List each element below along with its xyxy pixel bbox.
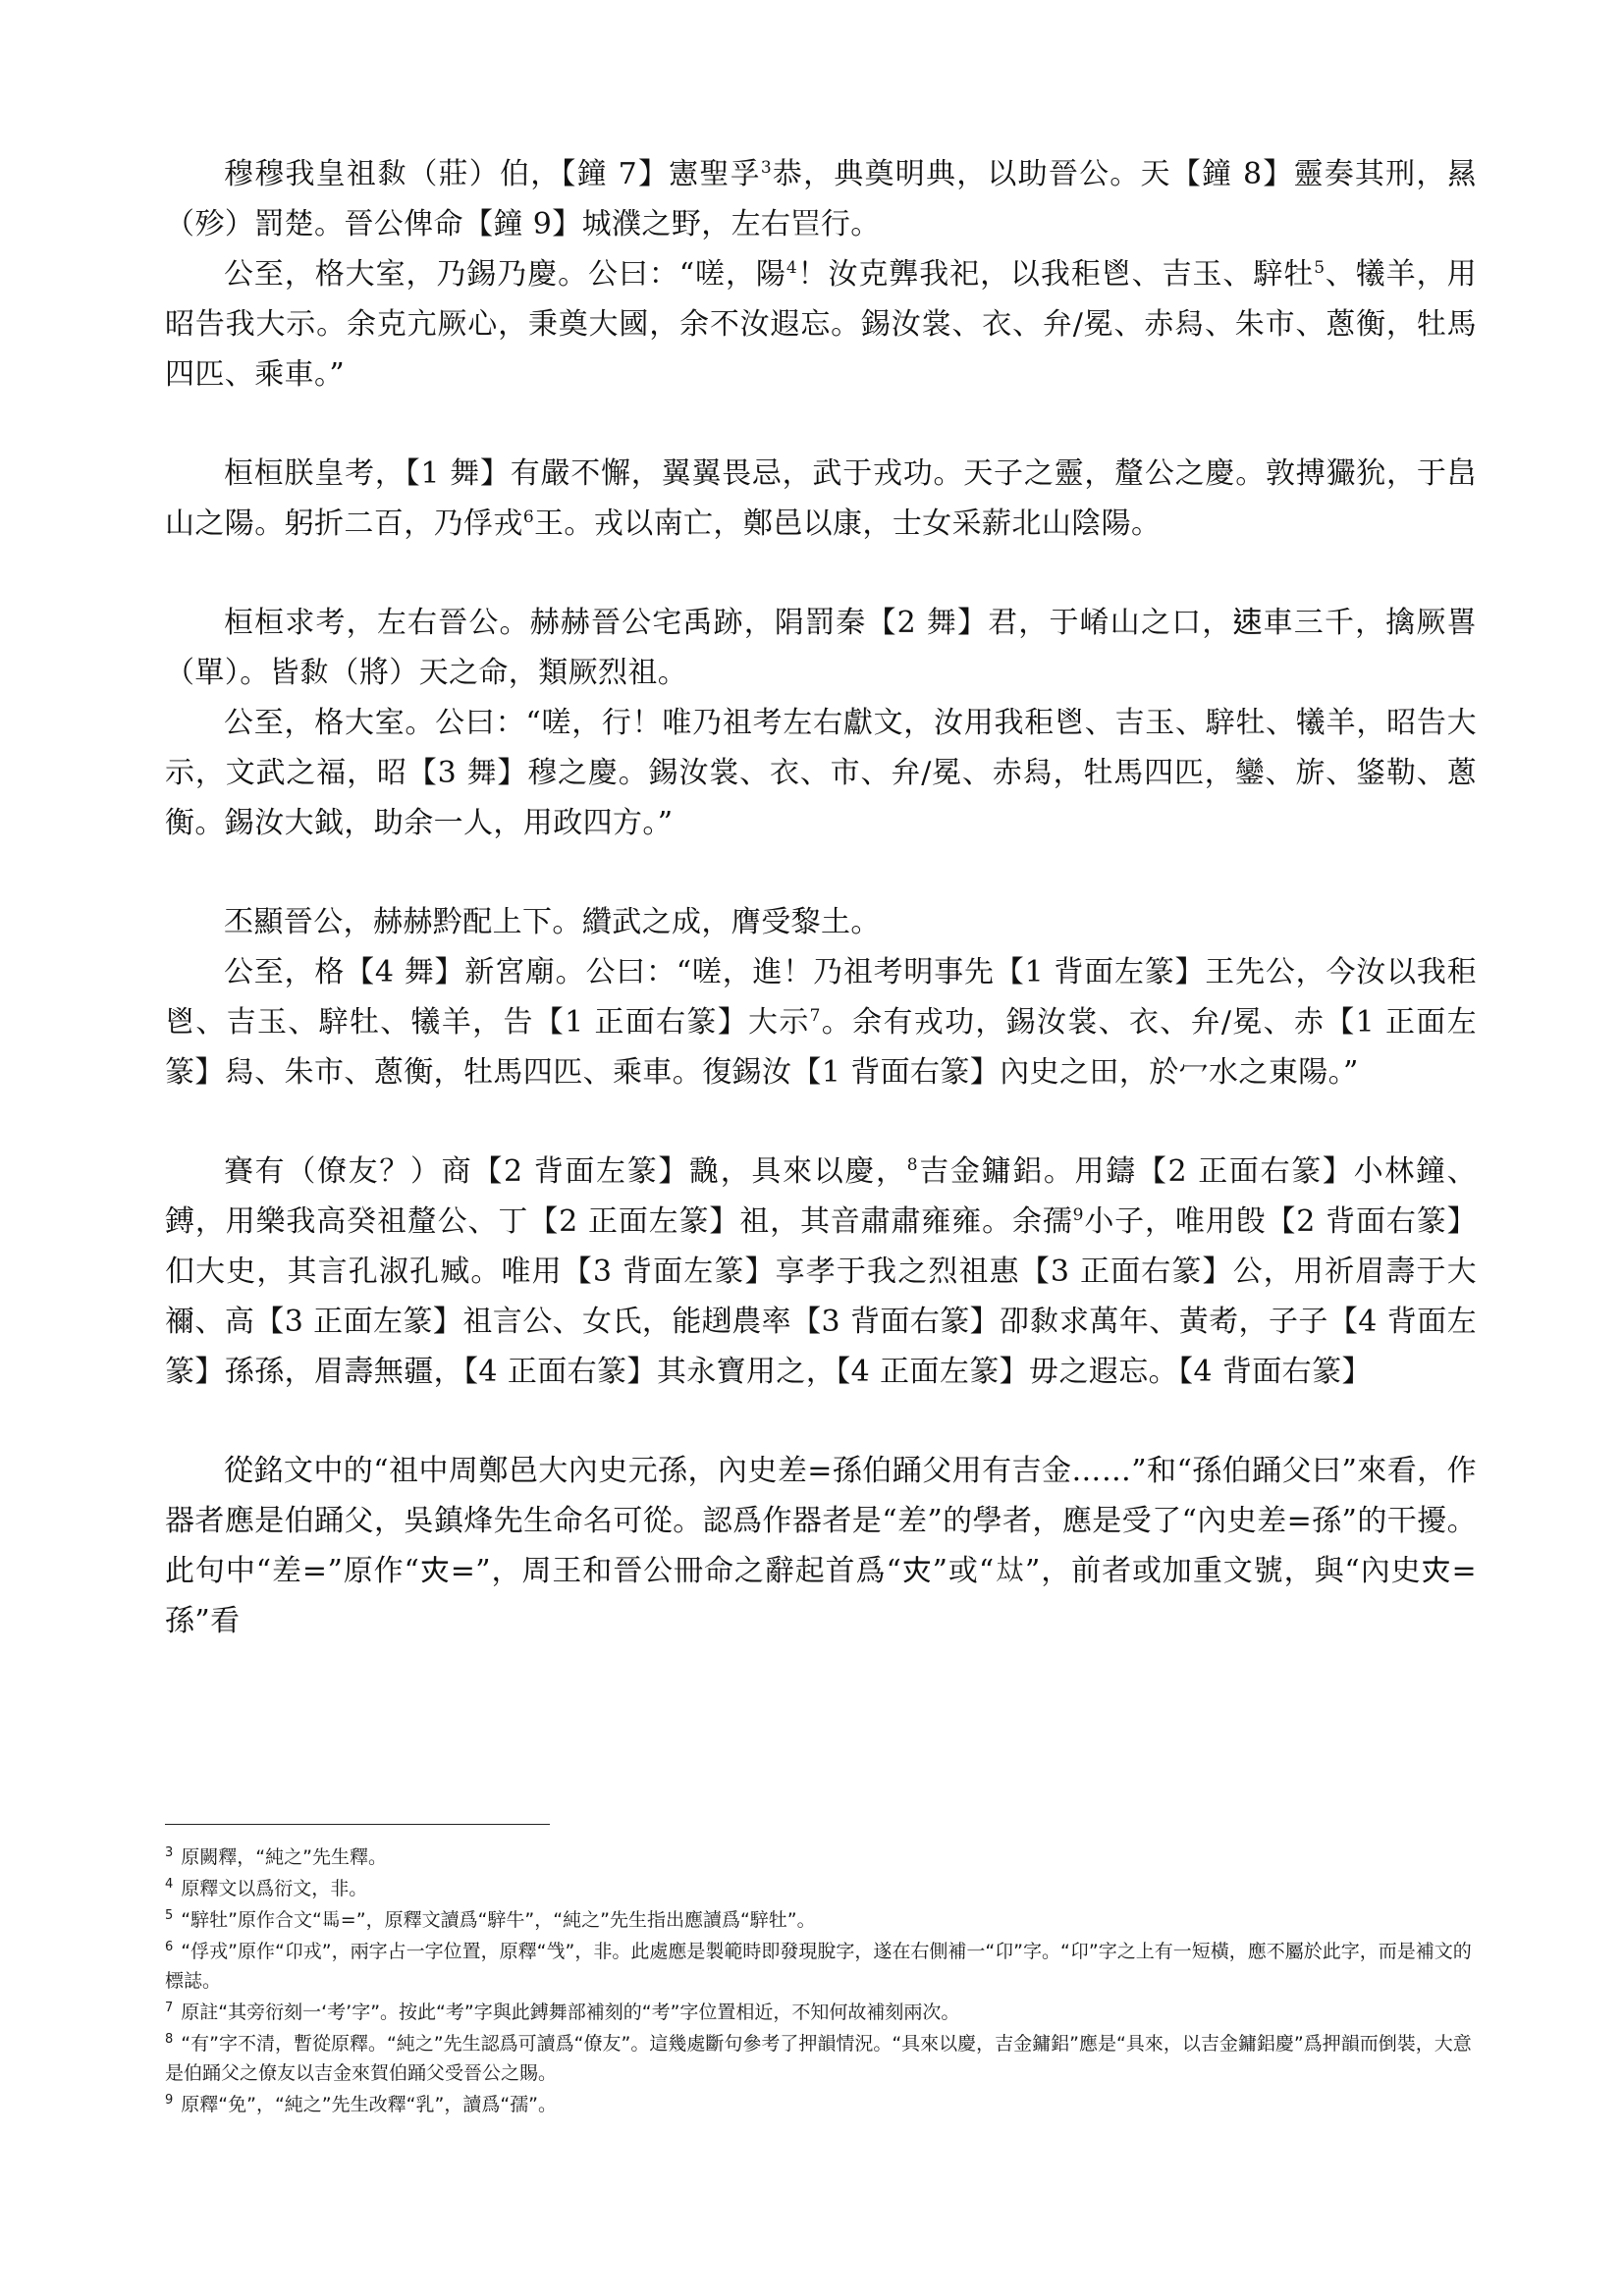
paragraph-text: ！汝克龏我祀，以我秬鬯、吉玉、騂牡: [797, 257, 1315, 292]
footnote-number: 9: [165, 2092, 174, 2108]
footnote: [165, 1937, 1477, 1996]
footnote-text: 原註“其旁衍刻一‘考’字”。按此“考”字與此鎛舞部補刻的“考”字位置相近，不知何故補刻兩次。: [181, 2002, 960, 2023]
footnote-number: 5: [165, 1907, 174, 1923]
paragraph-text: 小子，唯用𣪘【2 背面右篆】㐰大史，其言孔淑孔臧。唯用【3 背面左篆】享孝于我之烈祖惠【3 正面右篆】公，用祈眉壽于大禰、高【3 正面左篆】祖言公、女氏，能𧼤農率【3 背面右篆】卲𪏮求萬年、黃耇，子子【4 背面左篆】孫孫，眉壽無疆，【4 正面右篆】其永寶用之，【4 正面左篆】毋之遐忘。【4 背面右篆】: [165, 1204, 1477, 1389]
footnote-text: “俘戎”原作“卬戎”，兩字占一字位置，原釋“㦰”，非。此處應是製範時即發現脫字，遂在右側補一“卬”字。“卬”字之上有一短橫，應不屬於此字，而是補文的標誌。: [165, 1941, 1472, 1992]
paragraph-text: 、犧羊，用昭告我大示。余克亢厥心，秉奠大國，余不汝遐忘。錫汝裳、衣、弁/冕、赤舄、朱市、蔥衡，牡馬四匹、乘車。”: [165, 257, 1478, 392]
footnote-number: 7: [165, 2000, 174, 2015]
paragraph-gap: [165, 1397, 1477, 1446]
body-paragraph: [165, 249, 1477, 400]
footnote: [165, 1874, 1477, 1903]
footnote-text: 原闕釋，“純之”先生釋。: [181, 1846, 387, 1868]
body-paragraph: [165, 1446, 1477, 1646]
paragraph-text: 賽有（僚友？）商【2 背面左篆】䨲，具來以慶，: [224, 1154, 907, 1189]
footnote-text: “騂牡”原作合文“𩡧=”，原釋文讀爲“騂牛”，“純之”先生指出應讀爲“騂牡”。: [181, 1909, 816, 1931]
footnote: [165, 2090, 1477, 2119]
footnote-list: [165, 1842, 1477, 2119]
body-paragraph: [165, 897, 1477, 947]
paragraph-text: 公至，格【4 舞】新宮廟。公曰：“嗟，進！乃祖考明事先【1 背面左篆】王先公，今汝以我秬鬯、吉玉、騂牡、犧羊，告【1 正面右篆】大示: [165, 955, 1477, 1040]
paragraph-gap: [165, 1097, 1477, 1147]
paragraph-text: 公至，格大室，乃錫乃慶。公曰：“嗟，陽: [224, 257, 786, 292]
footnote-number: 3: [165, 1844, 174, 1860]
footnote: [165, 1998, 1477, 2027]
paragraph-gap: [165, 400, 1477, 449]
footnote-text: “有”字不清，暫從原釋。“純之”先生認爲可讀爲“僚友”。這幾處斷句參考了押韻情況。“具來以慶，吉金鏞鋁”應是“具來，以吉金鏞鋁慶”爲押韻而倒裝，大意是伯踊父之僚友以吉金來賀伯踊父受晉公之賜。: [165, 2033, 1472, 2084]
footnote-text: 原釋文以爲衍文，非。: [181, 1878, 368, 1899]
body-paragraph: [165, 449, 1477, 549]
paragraph-gap: [165, 848, 1477, 897]
footnote-ref[interactable]: 9: [1072, 1205, 1084, 1225]
paragraph-text: 吉金鏞鋁。用鑄【2 正面右篆】小林鐘、鎛，用樂我高癸祖釐公、丁【2 正面左篆】祖，其音肅肅雍雍。余孺: [165, 1154, 1477, 1239]
main-text: [165, 149, 1477, 1646]
body-paragraph: [165, 149, 1477, 249]
footnote-ref[interactable]: 7: [809, 1006, 821, 1026]
paragraph-text: 丕顯晉公，赫赫黔配上下。纘武之成，膺受黎土。: [224, 905, 881, 939]
paragraph-text: 從銘文中的“祖中周鄭邑大內史元孫，內史差=孫伯踊父用有吉金……”和“孫伯踊父曰”來看，作器者應是伯踊父，吳鎮烽先生命名可從。認爲作器者是“差”的學者，應是受了“內史差=孫”的干擾。此句中“差=”原作“𡗜=”，周王和晉公冊命之辭起首爲“𡗜”或“𡘋”，前者或加重文號，與“內史𡗜=孫”看: [165, 1454, 1477, 1638]
body-paragraph: [165, 947, 1477, 1097]
footnote: [165, 1905, 1477, 1935]
footnote: [165, 1842, 1477, 1872]
paragraph-text: 。余有戎功，錫汝裳、衣、弁/冕、赤【1 正面左篆】舄、朱市、蔥衡，牡馬四匹、乘車。復錫汝【1 背面右篆】內史之田，於冖水之東陽。”: [165, 1005, 1477, 1090]
paragraph-gap: [165, 549, 1477, 598]
footnote-number: 8: [165, 2031, 174, 2047]
paragraph-text: 桓桓求考，左右晉公。赫赫晉公宅禹跡，䧎罰秦【2 舞】君，于崤山之口，𨒪車三千，擒厥嘼（單）。皆𪏮（將）天之命，類厥烈祖。: [165, 606, 1477, 690]
paragraph-text: 穆穆我皇祖𪏮（莊）伯，【鐘 7】憲聖孚: [224, 157, 761, 191]
footnote-number: 6: [165, 1939, 174, 1954]
footnote-ref[interactable]: 8: [906, 1155, 918, 1175]
footnote-ref[interactable]: 6: [522, 507, 535, 527]
body-paragraph: [165, 598, 1477, 698]
footnote-ref[interactable]: 5: [1314, 258, 1326, 278]
footnote-text: 原釋“免”，“純之”先生改釋“乳”，讀爲“孺”。: [181, 2094, 558, 2115]
body-paragraph: [165, 1147, 1477, 1397]
paragraph-text: 王。戎以南亡，鄭邑以康，士女采薪北山陰陽。: [534, 507, 1162, 541]
footnote: [165, 2029, 1477, 2088]
footnote-number: 4: [165, 1876, 174, 1892]
footnote-ref[interactable]: 3: [760, 158, 773, 178]
footnotes-section: [165, 1824, 1477, 2121]
footnote-ref[interactable]: 4: [785, 258, 798, 278]
footnote-separator: [165, 1824, 550, 1825]
paragraph-text: 恭，典奠明典，以助晉公。天【鐘 8】靈奏其刑，㬎（殄）罰楚。晉公俾命【鐘 9】城濮之野，左右𦊐行。: [165, 157, 1477, 241]
body-paragraph: [165, 698, 1477, 848]
paragraph-text: 公至，格大室。公曰：“嗟，行！唯乃祖考左右獻文，汝用我秬鬯、吉玉、騂牡、犧羊，昭告大示，文武之福，昭【3 舞】穆之慶。錫汝裳、衣、市、弁/冕、赤舄，牡馬四匹，鑾、旂、鋚勒、蔥衡。錫汝大鉞，助余一人，用政四方。”: [165, 706, 1477, 840]
paragraph-text: 桓桓朕皇考，【1 舞】有嚴不懈，翼翼畏忌，武于戎功。天子之靈，釐公之慶。敦搏玁狁，于峊山之陽。躬折二百，乃俘戎: [165, 456, 1477, 541]
